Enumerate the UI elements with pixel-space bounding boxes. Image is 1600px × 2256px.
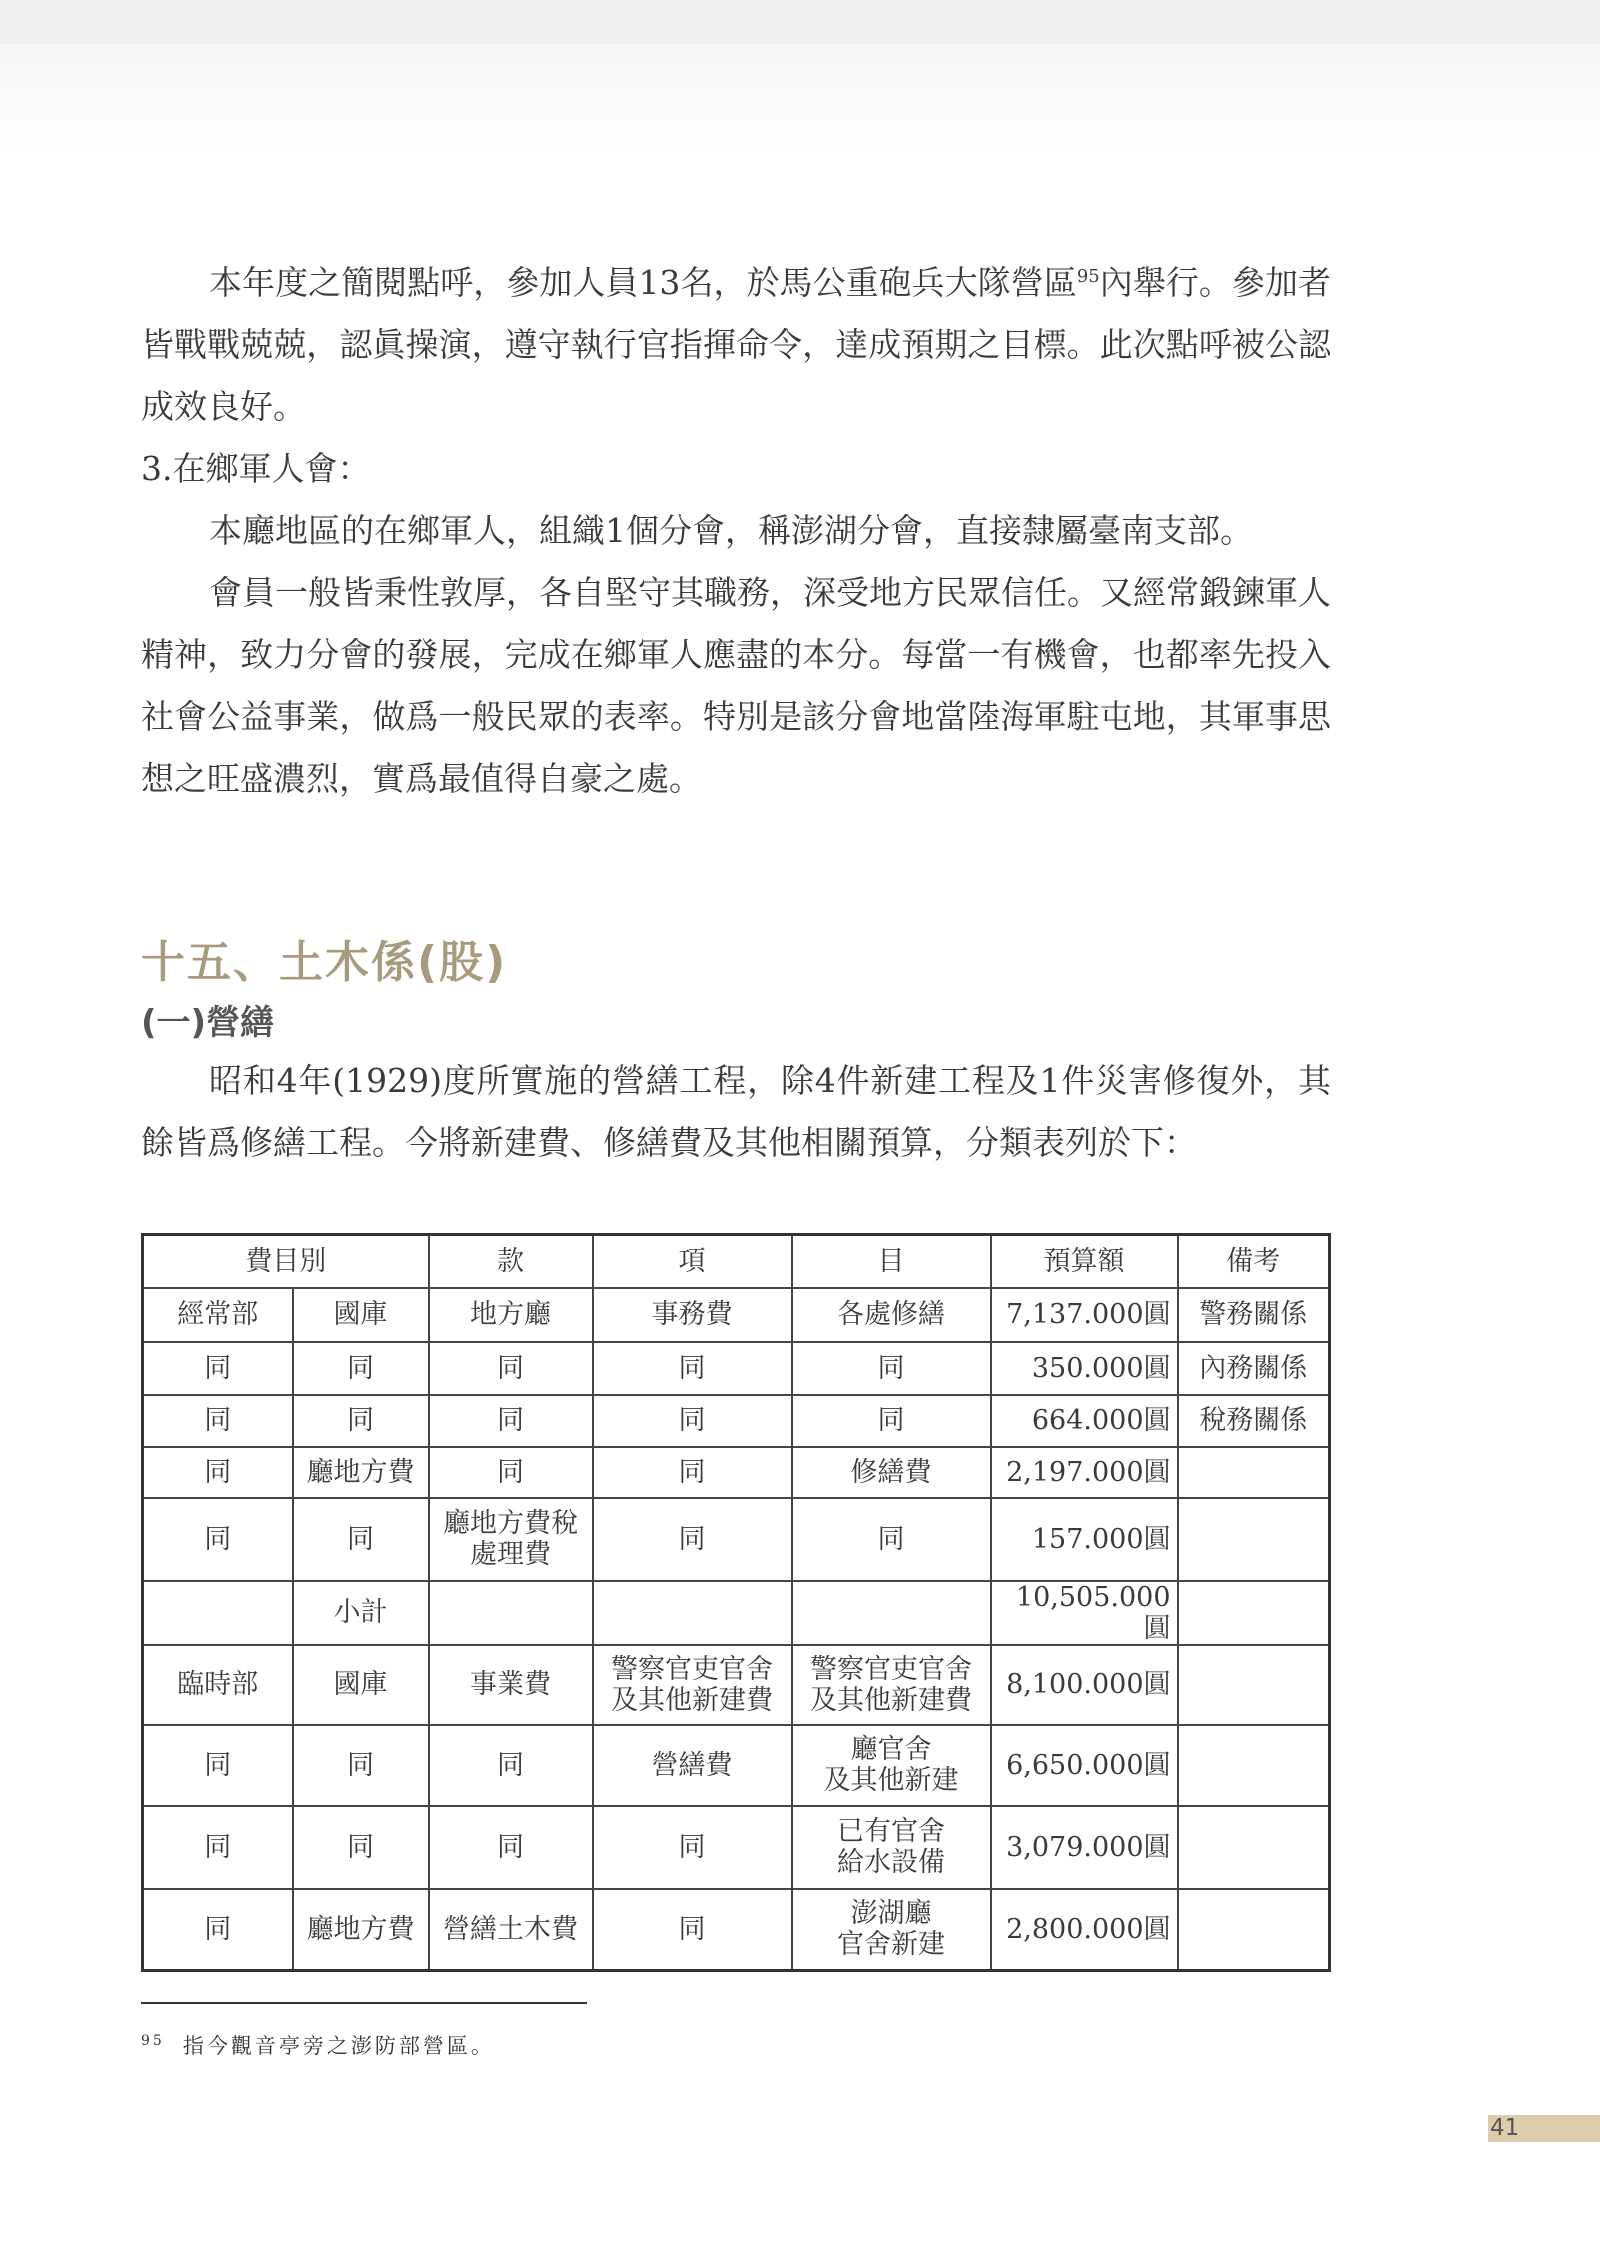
table-cell: 同 — [143, 1806, 293, 1889]
table-cell: 同 — [293, 1806, 429, 1889]
table-cell: 157.000圓 — [991, 1498, 1178, 1581]
table-row — [143, 1725, 1330, 1806]
table-cell: 警察官吏官舍 及其他新建費 — [792, 1645, 991, 1725]
item-heading: 3.在鄉軍人會： — [141, 449, 371, 488]
table-cell: 事業費 — [429, 1645, 593, 1725]
table-cell: 廳官舍 及其他新建 — [792, 1725, 991, 1806]
table-header-cell: 款 — [429, 1235, 593, 1288]
table-cell: 664.000圓 — [991, 1395, 1178, 1447]
table-cell: 10,505.000圓 — [991, 1581, 1178, 1645]
table-cell: 同 — [293, 1342, 429, 1395]
scan-shadow — [0, 44, 1600, 154]
table-cell: 同 — [593, 1806, 792, 1889]
table-cell: 同 — [593, 1498, 792, 1581]
table-cell — [1178, 1806, 1330, 1889]
table-cell: 同 — [429, 1447, 593, 1498]
table-cell: 同 — [143, 1395, 293, 1447]
table-row — [143, 1581, 1330, 1645]
paragraph: 會員一般皆秉性敦厚，各自堅守其職務，深受地方民眾信任。又經常鍛鍊軍人精神，致力分會的發展，完成在鄉軍人應盡的本分。每當一有機會，也都率先投入社會公益事業，做爲一般民眾的表率。特別是該分會地當陸海軍駐屯地，其軍事思想之旺盛濃烈，實爲最值得自豪之處。 — [141, 573, 1331, 798]
table-cell: 已有官舍 給水設備 — [792, 1806, 991, 1889]
table-cell: 7,137.000圓 — [991, 1288, 1178, 1342]
table-cell: 2,800.000圓 — [991, 1889, 1178, 1971]
paragraph-text: 內舉行。參加者皆戰戰兢兢，認眞操演，遵守執行官指揮命令，達成預期之目標。此次點呼被公認成效良好。 — [141, 263, 1331, 426]
table-cell — [1178, 1645, 1330, 1725]
table-header-cell: 項 — [593, 1235, 792, 1288]
table-header-cell: 備考 — [1178, 1235, 1330, 1288]
table-cell: 同 — [429, 1395, 593, 1447]
table-cell: 同 — [792, 1342, 991, 1395]
table-cell: 同 — [143, 1447, 293, 1498]
table-cell: 國庫 — [293, 1288, 429, 1342]
table-cell: 國庫 — [293, 1645, 429, 1725]
table-cell: 廳地方費 — [293, 1889, 429, 1971]
table-cell: 營繕費 — [593, 1725, 792, 1806]
table-row — [143, 1342, 1330, 1395]
table-cell: 小計 — [293, 1581, 429, 1645]
table-cell: 3,079.000圓 — [991, 1806, 1178, 1889]
table-cell: 廳地方費 — [293, 1447, 429, 1498]
table-cell: 同 — [293, 1498, 429, 1581]
table-row — [143, 1645, 1330, 1725]
budget-table — [141, 1233, 1331, 1972]
table-cell: 同 — [593, 1342, 792, 1395]
table-cell: 6,650.000圓 — [991, 1725, 1178, 1806]
table-row — [143, 1395, 1330, 1447]
table-cell — [593, 1581, 792, 1645]
intro-block — [141, 1050, 1331, 1174]
intro-paragraph: 昭和4年(1929)度所實施的營繕工程，除4件新建工程及1件災害修復外，其餘皆爲修繕工程。今將新建費、修繕費及其他相關預算，分類表列於下： — [141, 1061, 1331, 1162]
table-cell: 修繕費 — [792, 1447, 991, 1498]
paragraph-roll-call — [141, 252, 1331, 438]
table-cell: 澎湖廳 官舍新建 — [792, 1889, 991, 1971]
table-cell — [1178, 1725, 1330, 1806]
table-cell — [1178, 1581, 1330, 1645]
scan-top-band — [0, 0, 1600, 44]
footnote — [141, 2030, 495, 2060]
table-cell — [143, 1581, 293, 1645]
table-row — [143, 1806, 1330, 1889]
table-cell: 同 — [593, 1889, 792, 1971]
subsection-title: (一)營繕 — [141, 1003, 275, 1043]
table-cell: 同 — [792, 1498, 991, 1581]
table-row — [143, 1447, 1330, 1498]
table-header-cell: 預算額 — [991, 1235, 1178, 1288]
table-cell: 警察官吏官舍 及其他新建費 — [593, 1645, 792, 1725]
table-cell: 同 — [593, 1447, 792, 1498]
table-cell: 同 — [429, 1725, 593, 1806]
table-cell — [1178, 1498, 1330, 1581]
paragraph-text: 本年度之簡閱點呼，參加人員13名，於馬公重砲兵大隊營區 — [209, 263, 1077, 302]
section-title: 十五、土木係(股) — [141, 937, 508, 988]
table-cell: 經常部 — [143, 1288, 293, 1342]
table-cell — [1178, 1447, 1330, 1498]
table-cell: 8,100.000圓 — [991, 1645, 1178, 1725]
table-cell: 警務關係 — [1178, 1288, 1330, 1342]
table-cell: 350.000圓 — [991, 1342, 1178, 1395]
footnote-text: 指今觀音亭旁之澎防部營區。 — [182, 2034, 495, 2058]
table-cell — [792, 1581, 991, 1645]
table-cell: 同 — [143, 1342, 293, 1395]
table-cell: 同 — [293, 1395, 429, 1447]
page-number: 41 — [1488, 2115, 1600, 2142]
table-header-cell: 費目別 — [143, 1235, 429, 1288]
table-cell: 同 — [792, 1395, 991, 1447]
table-row — [143, 1498, 1330, 1581]
table-cell: 同 — [593, 1395, 792, 1447]
footnote-ref[interactable]: 95 — [1076, 266, 1100, 287]
table-row — [143, 1889, 1330, 1971]
footnote-divider — [141, 2002, 587, 2004]
table-row — [143, 1288, 1330, 1342]
table-header-cell: 目 — [792, 1235, 991, 1288]
table-cell: 各處修繕 — [792, 1288, 991, 1342]
table-cell — [1178, 1889, 1330, 1971]
table-cell: 同 — [143, 1889, 293, 1971]
table-cell: 同 — [143, 1498, 293, 1581]
table-cell: 臨時部 — [143, 1645, 293, 1725]
table-cell: 廳地方費稅 處理費 — [429, 1498, 593, 1581]
table-cell: 事務費 — [593, 1288, 792, 1342]
table-cell: 2,197.000圓 — [991, 1447, 1178, 1498]
table-cell: 地方廳 — [429, 1288, 593, 1342]
table-cell: 同 — [429, 1806, 593, 1889]
body-text-block — [141, 252, 1331, 810]
footnote-number: 95 — [141, 2033, 165, 2049]
table-cell: 同 — [143, 1725, 293, 1806]
table-cell — [429, 1581, 593, 1645]
table-header-row — [143, 1235, 1330, 1288]
table-cell: 同 — [429, 1342, 593, 1395]
table-cell: 稅務關係 — [1178, 1395, 1330, 1447]
table-cell: 營繕土木費 — [429, 1889, 593, 1971]
table-cell: 內務關係 — [1178, 1342, 1330, 1395]
table-cell: 同 — [293, 1725, 429, 1806]
paragraph: 本廳地區的在鄉軍人，組織1個分會，稱澎湖分會，直接隸屬臺南支部。 — [209, 511, 1253, 550]
